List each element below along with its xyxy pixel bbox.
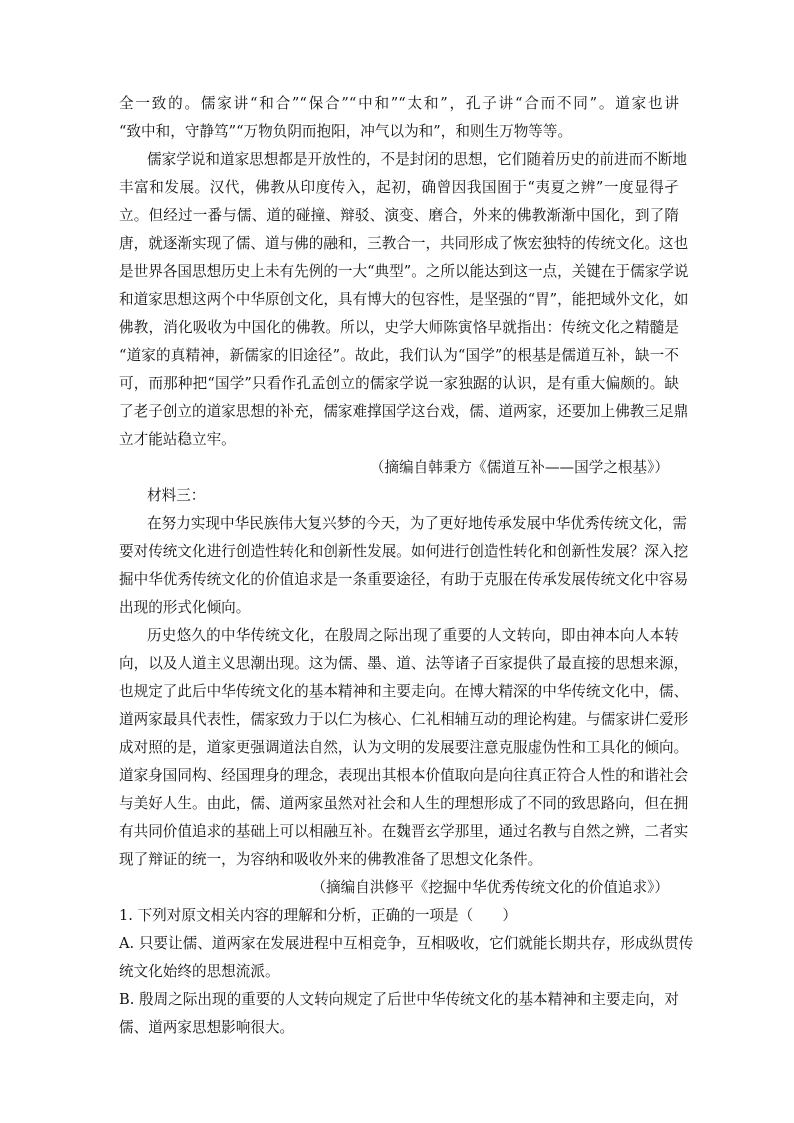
section-heading: 材料三： bbox=[147, 487, 206, 504]
text-line: 现了辩证的统一，为容纳和吸收外来的佛教准备了思想文化条件。 bbox=[119, 851, 543, 868]
text-line: 道家身国同构、经国理身的理念，表现出其根本价值取向是向往真正符合人性的和谐社会 bbox=[119, 767, 689, 784]
text-line: 向，以及人道主义思潮出现。这为儒、墨、道、法等诸子百家提供了最直接的思想来源， bbox=[119, 655, 689, 672]
text-line: 也规定了此后中华传统文化的基本精神和主要走向。在博大精深的中华传统文化中，儒、 bbox=[119, 683, 689, 700]
text-line: “致中和，守静笃”“万物负阴而抱阳，冲气以为和”，和则生万物等等。 bbox=[119, 123, 573, 140]
text-line: 儒家学说和道家思想都是开放性的，不是封闭的思想，它们随着历史的前进而不断地 bbox=[147, 151, 687, 168]
text-line: 和道家思想这两个中华原创文化，具有博大的包容性，是坚强的“胃”，能把域外文化，如 bbox=[119, 291, 689, 308]
text-line: 全一致的。儒家讲“和合”“保合”“中和”“太和”，孔子讲“合而不同”。道家也讲 bbox=[119, 95, 679, 112]
source-citation: （摘编自洪修平《挖掘中华优秀传统文化的价值追求》） bbox=[311, 879, 669, 896]
text-line: 历史悠久的中华传统文化，在殷周之际出现了重要的人文转向，即由神本向人本转 bbox=[147, 627, 679, 644]
text-line: 与美好人生。由此，儒、道两家虽然对社会和人生的理想形成了不同的致思路向，但在拥 bbox=[119, 795, 689, 812]
text-line: 是世界各国思想历史上未有先例的一大“典型”。之所以能达到这一点，关键在于儒家学说 bbox=[119, 263, 689, 280]
source-citation: （摘编自韩秉方《儒道互补——国学之根基》） bbox=[369, 459, 669, 476]
text-line: 可，而那种把“国学”只看作孔孟创立的儒家学说一家独踞的认识，是有重大偏颇的。缺 bbox=[119, 375, 679, 392]
text-line: 立才能站稳立牢。 bbox=[119, 431, 236, 448]
text-line: 有共同价值追求的基础上可以相融互补。在魏晋玄学那里，通过名教与自然之辨，二者实 bbox=[119, 823, 689, 840]
option-a: A. 只要让儒、道两家在发展进程中互相竞争，互相吸收，它们就能长期共存，形成纵贯传 bbox=[119, 935, 694, 952]
text-line: 要对传统文化进行创造性转化和创新性发展。如何进行创造性转化和创新性发展？深入挖 bbox=[119, 543, 689, 560]
text-line: 立。但经过一番与儒、道的碰撞、辩驳、演变、磨合，外来的佛教渐渐中国化，到了隋 bbox=[119, 207, 679, 224]
text-line: 道两家最具代表性，儒家致力于以仁为核心、仁礼相辅互动的理论构建。与儒家讲仁爱形 bbox=[119, 711, 689, 728]
option-b: B. 殷周之际出现的重要的人文转向规定了后世中华传统文化的基本精神和主要走向，对 bbox=[119, 991, 679, 1008]
text-line: 出现的形式化倾向。 bbox=[119, 599, 251, 616]
text-line: “道家的真精神，新儒家的旧途径”。故此，我们认为“国学”的根基是儒道互补，缺一不 bbox=[119, 347, 679, 364]
text-line: 了老子创立的道家思想的补充，儒家难撑国学这台戏，儒、道两家，还要加上佛教三足鼎 bbox=[119, 403, 689, 420]
text-line: 在努力实现中华民族伟大复兴梦的今天，为了更好地传承发展中华优秀传统文化，需 bbox=[147, 515, 687, 532]
question-stem: 1. 下列对原文相关内容的理解和分析，正确的一项是（ ） bbox=[119, 907, 518, 924]
text-line: 唐，就逐渐实现了儒、道与佛的融和，三教合一，共同形成了恢宏独特的传统文化。这也 bbox=[119, 235, 689, 252]
text-line: 成对照的是，道家更强调道法自然，认为文明的发展要注意克服虚伪性和工具化的倾向。 bbox=[119, 739, 689, 756]
option-a-continued: 统文化始终的思想流派。 bbox=[119, 963, 280, 980]
text-line: 丰富和发展。汉代，佛教从印度传入，起初，确曾因我国囿于“夷夏之辨”一度显得孑 bbox=[119, 179, 679, 196]
text-line: 佛教，消化吸收为中国化的佛教。所以，史学大师陈寅恪早就指出：传统文化之精髓是 bbox=[119, 319, 679, 336]
text-line: 掘中华优秀传统文化的价值追求是一条重要途径，有助于克服在传承发展传统文化中容易 bbox=[119, 571, 689, 588]
option-b-continued: 儒、道两家思想影响很大。 bbox=[119, 1019, 295, 1036]
